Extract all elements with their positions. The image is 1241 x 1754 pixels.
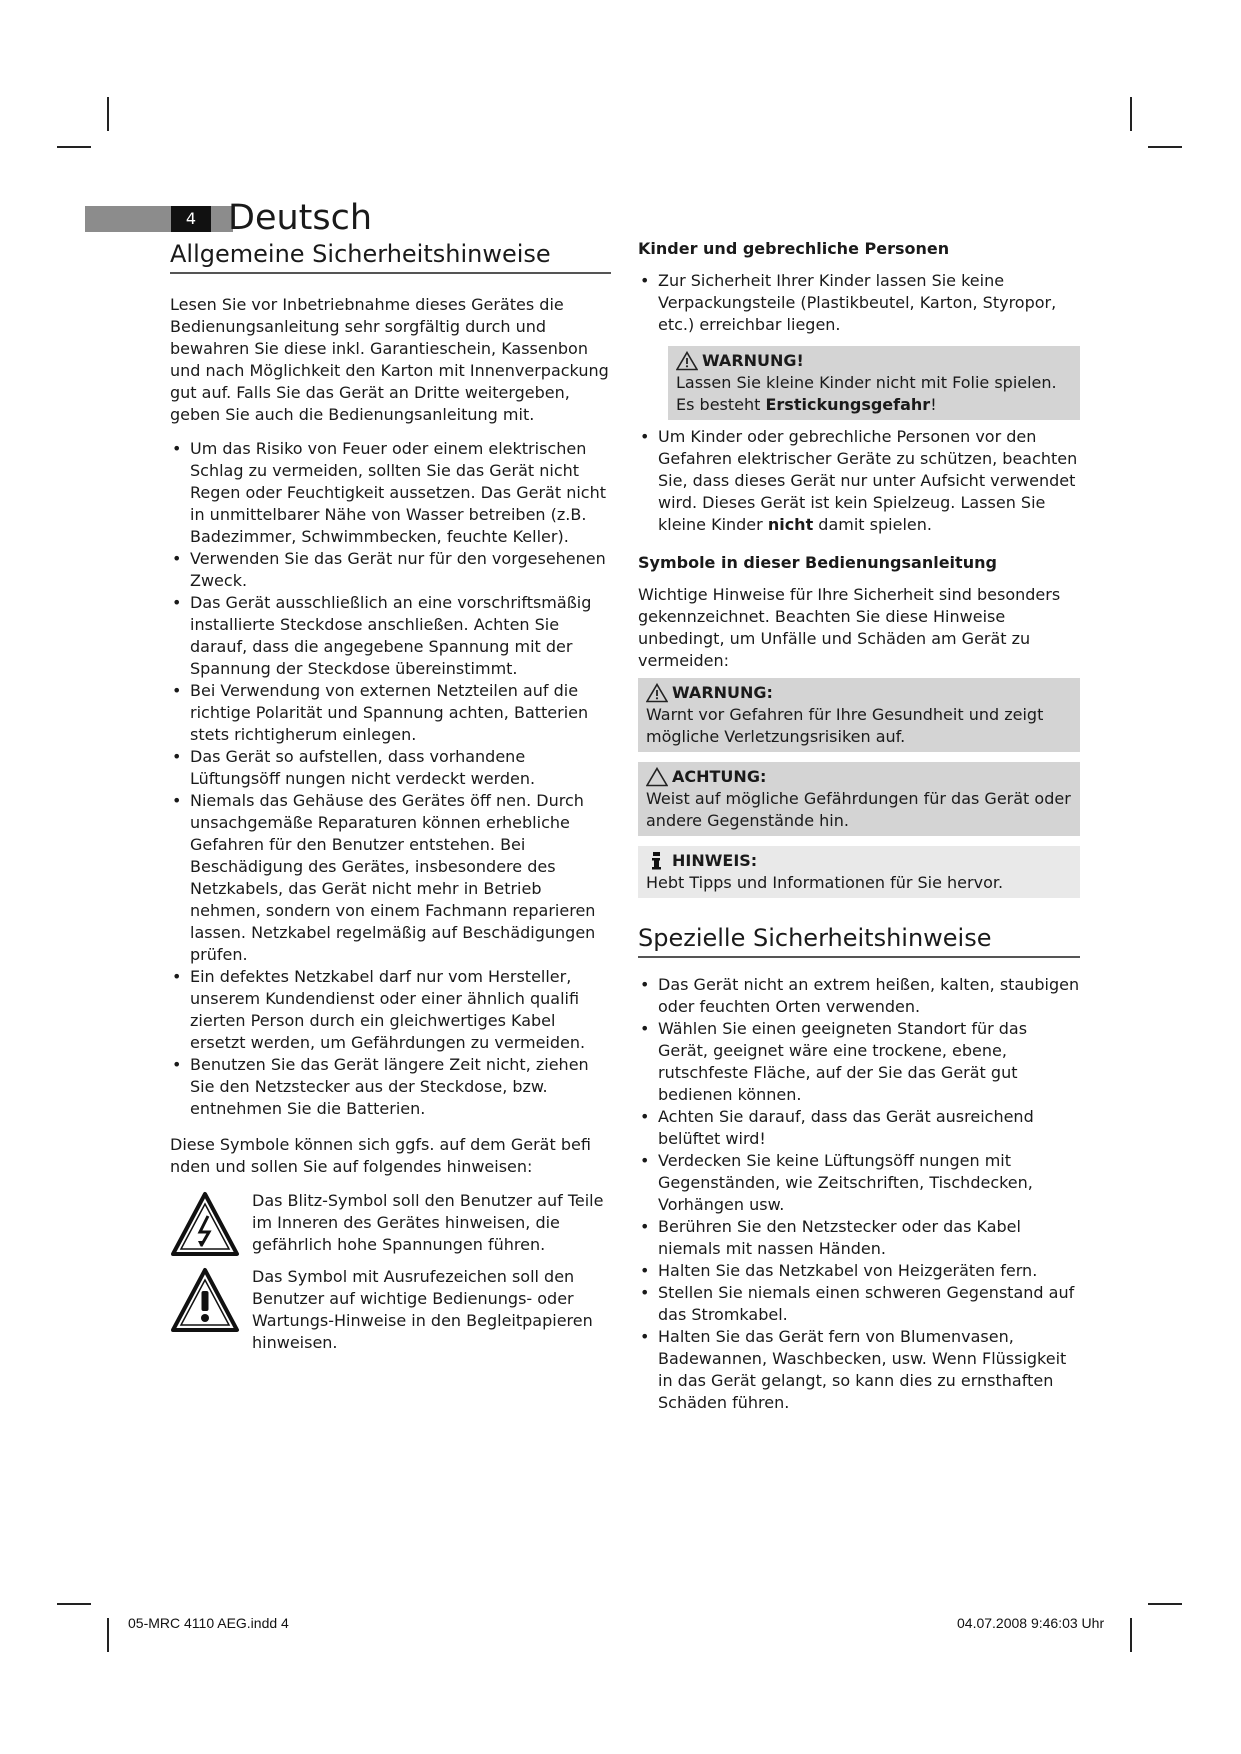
list-item: • Um das Risiko von Feuer oder einem elektrischen Schlag zu vermeiden, sollten Sie das Gerät nicht Regen oder Feuchtigkeit aussetzen. Das Gerät nicht in unmittelbarer Nähe von Wasser betreiben (z.B. Badezimmer, Schwimmbecken, feuchte Keller). [170, 438, 611, 548]
caution-legend-title [646, 766, 1072, 788]
list-item: • Verdecken Sie keine Lüftungsöff nungen mit Gegenständen, wie Zeitschriften, Tischdecken, Vorhängen usw. [638, 1150, 1080, 1216]
list-item: • Stellen Sie niemals einen schweren Gegenstand auf das Stromkabel. [638, 1282, 1080, 1326]
warning-line-1: Lassen Sie kleine Kinder nicht mit Folie spielen. [676, 373, 1057, 392]
caution-legend-title-text: ACHTUNG: [672, 767, 767, 786]
note-legend-title [646, 850, 1072, 872]
warning-title [676, 350, 1072, 372]
note-box-legend [638, 846, 1080, 898]
device-symbols-intro: Diese Symbole können sich ggfs. auf dem Gerät befi nden und sollen Sie auf folgendes hinweisen: [170, 1135, 591, 1176]
warning-box-legend [638, 678, 1080, 752]
note-legend-title-text: HINWEIS: [672, 851, 758, 870]
symbol-lightning-text: Das Blitz-Symbol soll den Benutzer auf Teile im Inneren des Gerätes hinweisen, die gefährlich hohe Spannungen führen. [252, 1191, 604, 1254]
list-item-bold: nicht [767, 515, 814, 534]
warning-box-children [668, 346, 1080, 420]
warning-legend-text: Warnt vor Gefahren für Ihre Gesundheit und zeigt mögliche Verletzungsrisiken auf. [646, 705, 1044, 746]
list-item: • Wählen Sie einen geeigneten Standort für das Gerät, geeignet wäre eine trockene, ebene, rutschfeste Fläche, auf der Sie das Gerät gut bedienen können. [638, 1018, 1080, 1106]
symbol-lightning-row [170, 1190, 611, 1260]
list-item-text-end: damit spielen. [813, 515, 932, 534]
special-safety-list [638, 974, 1080, 1414]
page-language-title: Deutsch [228, 198, 373, 238]
symbol-exclamation-row [170, 1266, 611, 1354]
crop-mark [57, 146, 91, 148]
list-item: • Niemals das Gehäuse des Gerätes öff nen. Durch unsachgemäße Reparaturen können erhebliche Gefahren für den Benutzer entstehen. Bei Beschädigung des Gerätes, insbesondere des Netzkabels, das Gerät nicht mehr in Betrieb nehmen, sondern von einem Fachmann reparieren lassen. Netzkabel regelmäßig auf Beschädigungen prüfen. [170, 790, 611, 966]
list-item: • Das Gerät so aufstellen, dass vorhandene Lüftungsöff nungen nicht verdeckt werden. [170, 746, 611, 790]
warning-triangle-icon [676, 351, 698, 371]
section-title-general-safety: Allgemeine Sicherheitshinweise [170, 238, 611, 274]
crop-mark [107, 1618, 109, 1652]
warning-line-2 [676, 394, 1072, 416]
symbol-exclamation-text: Das Symbol mit Ausrufezeichen soll den Benutzer auf wichtige Bedienungs- oder Wartungs-Hinweise in den Begleitpapieren hinweisen. [252, 1267, 593, 1352]
list-item: • Halten Sie das Gerät fern von Blumenvasen, Badewannen, Waschbecken, usw. Wenn Flüssigkeit in das Gerät gelangt, so kann dies zu ernsthaften Schäden führen. [638, 1326, 1080, 1414]
info-i-icon [646, 851, 668, 871]
list-item: • Das Gerät nicht an extrem heißen, kalten, staubigen oder feuchten Orten verwenden. [638, 974, 1080, 1018]
warning-line-2-bold: Erstickungsgefahr [765, 395, 931, 414]
warning-line-2-suffix: ! [930, 395, 937, 414]
footer-timestamp: 04.07.2008 9:46:03 Uhr [957, 1615, 1105, 1631]
children-heading: Kinder und gebrechliche Personen [638, 239, 950, 258]
crop-mark [1130, 1618, 1132, 1652]
list-item: • Verwenden Sie das Gerät nur für den vorgesehenen Zweck. [170, 548, 611, 592]
warning-triangle-icon [646, 683, 668, 703]
list-item: • Das Gerät ausschließlich an eine vorschriftsmäßig installierte Steckdose anschließen. Achten Sie darauf, dass die angegebene Spannung mit der Spannung der Steckdose übereinstimmt. [170, 592, 611, 680]
crop-mark [57, 1603, 91, 1605]
list-item: • Halten Sie das Netzkabel von Heizgeräten fern. [638, 1260, 1080, 1282]
crop-mark [1130, 97, 1132, 131]
footer-file-info: 05-MRC 4110 AEG.indd 4 [128, 1615, 289, 1631]
list-item: • Achten Sie darauf, dass das Gerät ausreichend belüftet wird! [638, 1106, 1080, 1150]
note-legend-text: Hebt Tipps und Informationen für Sie hervor. [646, 873, 1004, 892]
list-item: • Bei Verwendung von externen Netzteilen auf die richtige Polarität und Spannung achten, Batterien stets richtigherum einlegen. [170, 680, 611, 746]
crop-mark [1148, 1603, 1182, 1605]
warning-legend-title-text: WARNUNG: [672, 683, 773, 702]
warning-legend-title [646, 682, 1072, 704]
list-item: • Berühren Sie den Netzstecker oder das Kabel niemals mit nassen Händen. [638, 1216, 1080, 1260]
exclamation-triangle-icon [170, 1266, 240, 1336]
list-item-text: Um Kinder oder gebrechliche Personen vor den Gefahren elektrischer Geräte zu schützen, beachten Sie, dass dieses Gerät nur unter Aufsicht verwendet wird. Dieses Gerät ist kein Spielzeug. Lassen Sie kleine Kinder [658, 427, 1078, 534]
lightning-triangle-icon [170, 1190, 240, 1260]
caution-box-legend [638, 762, 1080, 836]
list-item: • Benutzen Sie das Gerät längere Zeit nicht, ziehen Sie den Netzstecker aus der Steckdose, bzw. entnehmen Sie die Batterien. [170, 1054, 611, 1120]
crop-mark [1148, 146, 1182, 148]
warning-title-text: WARNUNG! [702, 351, 804, 370]
children-list-1 [638, 270, 1080, 336]
caution-triangle-icon [646, 767, 668, 787]
caution-legend-text: Weist auf mögliche Gefährdungen für das Gerät oder andere Gegenstände hin. [646, 789, 1071, 830]
intro-paragraph: Lesen Sie vor Inbetriebnahme dieses Gerätes die Bedienungsanleitung sehr sorgfältig durch und bewahren Sie diese inkl. Garantieschein, Kassenbon und nach Möglichkeit den Karton mit Innenverpackung gut auf. Falls Sie das Gerät an Dritte weitergeben, geben Sie auch die Bedienungsanleitung mit. [170, 295, 609, 424]
general-safety-list [170, 438, 611, 1120]
list-item: • Zur Sicherheit Ihrer Kinder lassen Sie keine Verpackungsteile (Plastikbeutel, Karton, Styropor, etc.) erreichbar liegen. [638, 270, 1080, 336]
crop-mark [107, 97, 109, 131]
left-column [170, 238, 611, 1354]
right-column [638, 238, 1080, 1414]
list-item: • Ein defektes Netzkabel darf nur vom Hersteller, unserem Kundendienst oder einer ähnlich qualifi zierten Person durch ein gleichwertiges Kabel ersetzt werden, um Gefährdungen zu vermeiden. [170, 966, 611, 1054]
symbols-intro: Wichtige Hinweise für Ihre Sicherheit sind besonders gekennzeichnet. Beachten Sie diese Hinweise unbedingt, um Unfälle und Schäden am Gerät zu vermeiden: [638, 585, 1061, 670]
page-number: 4 [171, 206, 211, 232]
symbols-heading: Symbole in dieser Bedienungsanleitung [638, 553, 997, 572]
children-list-2 [638, 426, 1080, 536]
warning-line-2-prefix: Es besteht [676, 395, 766, 414]
list-item [638, 426, 1080, 536]
section-title-special-safety: Spezielle Sicherheitshinweise [638, 922, 1080, 958]
page-header-bar [85, 206, 233, 232]
